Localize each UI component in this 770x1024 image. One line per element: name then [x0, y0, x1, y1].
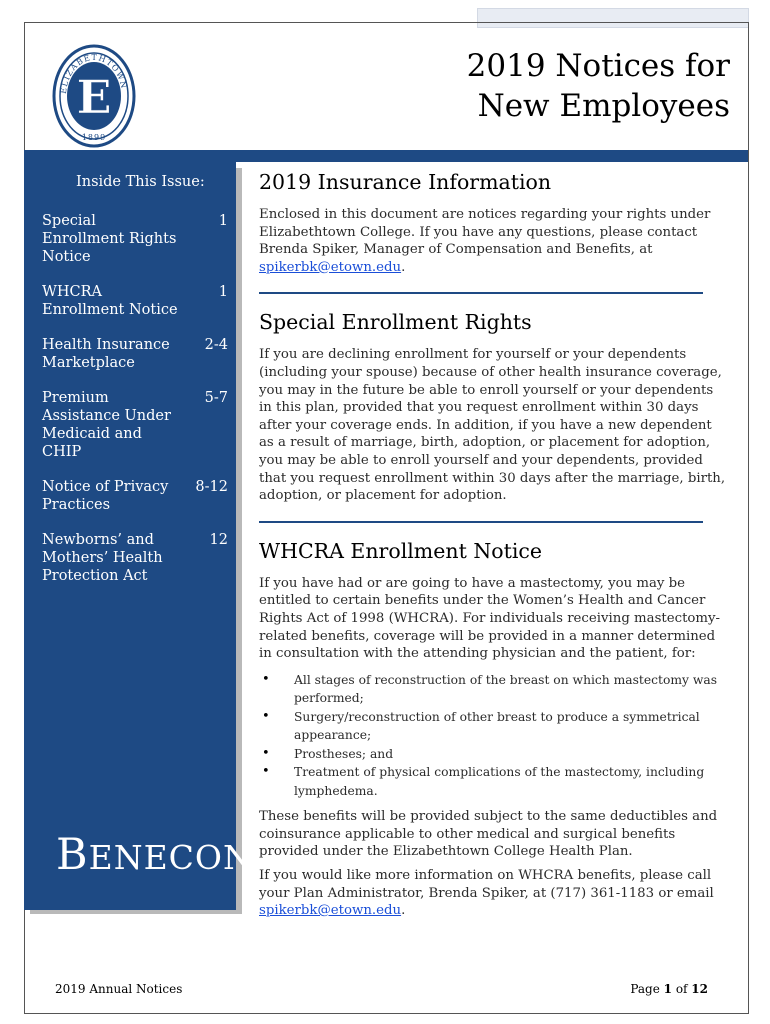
sidebar: [24, 162, 253, 910]
list-item: • All stages of reconstruction of the breast on which mastectomy was performed;: [294, 671, 729, 708]
logo-letter: E: [76, 70, 112, 124]
logo-ring-text: ELIZABETHTOWN: [58, 52, 129, 95]
table-of-contents: [42, 212, 228, 602]
section-divider: [259, 292, 703, 294]
main-content: [259, 170, 729, 920]
section-insurance-info: [259, 170, 729, 276]
toc-item-page: 5-7: [204, 390, 228, 406]
toc-item-page: 1: [218, 213, 228, 229]
section-body: These benefits will be provided subject to the same deductibles and coinsurance applicable to other medical and surgical benefits provided under the Elizabethtown College Health Plan.: [259, 809, 718, 860]
logo-year: 1899: [81, 133, 107, 142]
toc-item-label: Special Enrollment Rights Notice: [42, 213, 177, 265]
page-title: [467, 46, 730, 126]
section-body: If you have had or are going to have a mastectomy, you may be entitled to certain benefits under the Women’s Health and Cancer Rights Act of 1998 (WHCRA). For individuals receiving mastectomy-related benefits, coverage will be provided in a manner determined in consultation with the attending physician and the patient, for:: [259, 575, 721, 662]
toc-item-whcra[interactable]: [42, 283, 228, 319]
email-link[interactable]: spikerbk@etown.edu: [259, 903, 402, 919]
email-link[interactable]: spikerbk@etown.edu: [259, 259, 402, 275]
list-item: • Treatment of physical complications of the mastectomy, including lymphedema.: [294, 763, 729, 800]
footer-doc-title: 2019 Annual Notices: [55, 982, 183, 996]
benecon-logo: [56, 830, 253, 880]
page-title-line2: New Employees: [477, 88, 730, 124]
section-body: [259, 867, 729, 920]
section-heading: 2019 Insurance Information: [259, 170, 552, 194]
toc-item-label: WHCRA Enrollment Notice: [42, 284, 178, 318]
toc-item-label: Premium Assistance Under Medicaid and CHIP: [42, 390, 171, 460]
footer-page-number: [630, 982, 708, 996]
benecon-logo-initial: B: [56, 830, 89, 880]
section-special-enrollment: [259, 310, 729, 504]
toc-item-label: Health Insurance Marketplace: [42, 337, 170, 371]
toc-item-privacy[interactable]: [42, 478, 228, 514]
section-heading: WHCRA Enrollment Notice: [259, 538, 543, 563]
sidebar-heading: Inside This Issue:: [76, 174, 205, 190]
body-text: Enclosed in this document are notices regarding your rights under Elizabethtown College. If you have any questions, please contact Brenda Spiker, Manager of Compensation and Benefits, at: [259, 207, 711, 258]
toc-item-special-enrollment[interactable]: [42, 212, 228, 266]
body-text: .: [401, 259, 406, 275]
toc-item-marketplace[interactable]: [42, 336, 228, 372]
section-divider: [259, 521, 703, 523]
toc-item-page: 1: [218, 284, 228, 300]
benecon-logo-rest: ENECON: [88, 838, 253, 877]
toc-item-page: 8-12: [195, 479, 228, 495]
body-text: .: [401, 903, 406, 919]
page-of: of: [672, 982, 692, 996]
toc-item-page: 2-4: [204, 337, 228, 353]
section-whcra: [259, 539, 729, 920]
section-body: [259, 206, 729, 276]
page-title-line1: 2019 Notices for: [466, 48, 730, 84]
body-text: If you would like more information on WHCRA benefits, please call your Plan Administrator, Brenda Spiker, at (717) 361-1183 or email: [259, 867, 714, 901]
section-body: If you are declining enrollment for yourself or your dependents (including your spouse) because of other health insurance coverage, you may in the future be able to enroll yourself or your dependents in this plan, provided that you request enrollment within 30 days after your coverage ends. In addition, if you have a new dependent as a result of marriage, birth, adoption, or placement for adoption, you may be able to enroll yourself and your dependents, provided that you request enrollment within 30 days after the marriage, birth, adoption, or placement for adoption.: [259, 347, 726, 504]
toc-item-newborns[interactable]: [42, 531, 228, 585]
toc-item-label: Notice of Privacy Practices: [42, 479, 169, 513]
list-item: • Prostheses; and: [294, 745, 729, 764]
list-item: • Surgery/reconstruction of other breast to produce a symmetrical appearance;: [294, 708, 729, 745]
benefits-list: [259, 671, 729, 801]
toc-item-label: Newborns’ and Mothers’ Health Protection Act: [42, 532, 163, 584]
section-heading: Special Enrollment Rights: [259, 310, 532, 335]
page-prefix: Page: [630, 982, 664, 996]
page-current: 1: [663, 982, 672, 996]
toc-item-page: 12: [209, 532, 228, 548]
college-seal-logo: [52, 44, 136, 148]
page-total: 12: [691, 982, 708, 996]
header-band: [24, 150, 748, 162]
toc-item-premium-assistance[interactable]: [42, 389, 228, 461]
